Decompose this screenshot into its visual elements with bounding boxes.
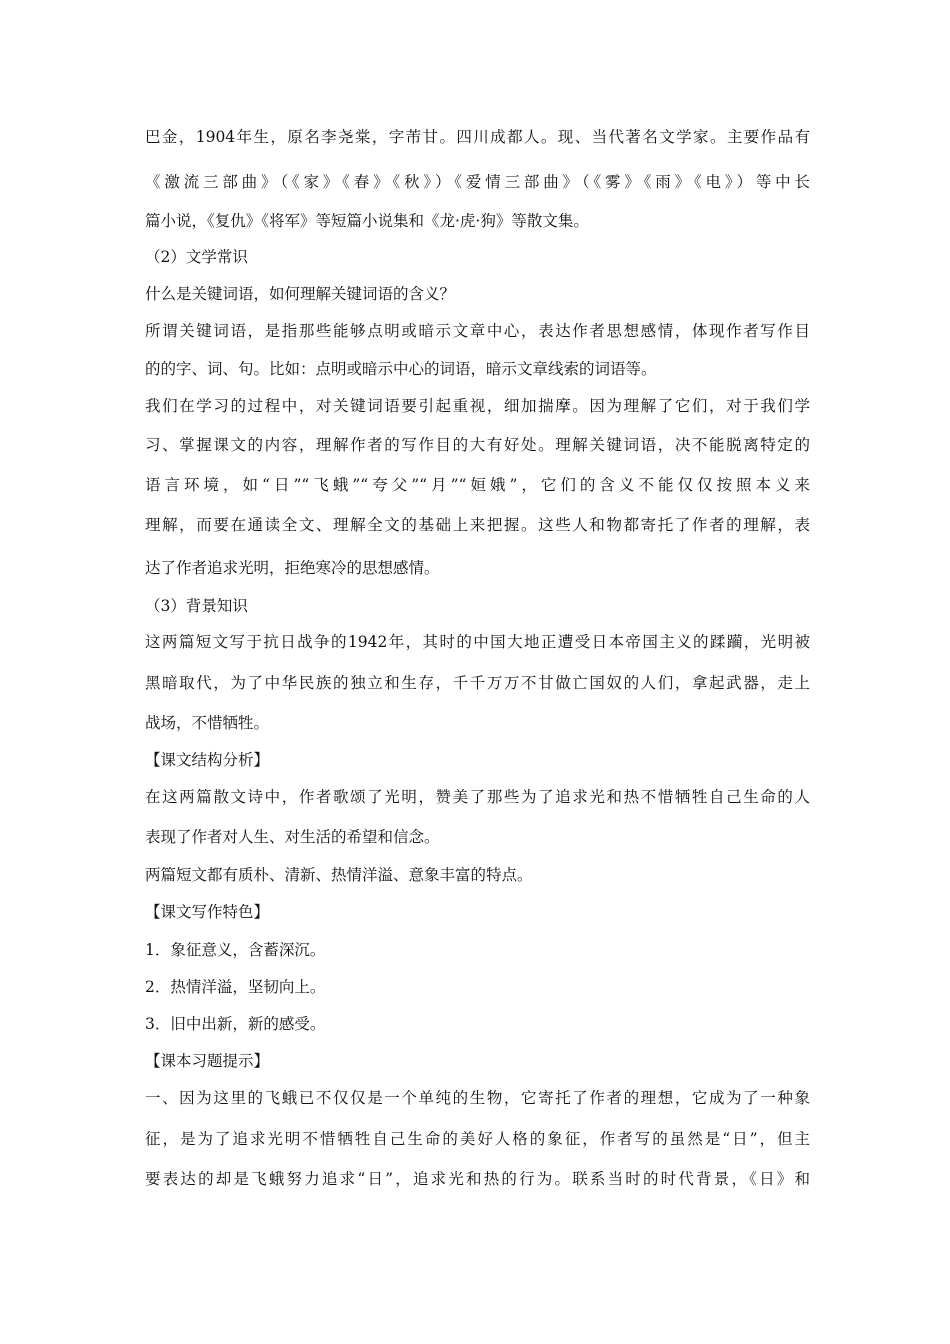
- paragraph-line: 黑暗取代，为了中华民族的独立和生存，千千万万不甘做亡国奴的人们，拿起武器，走上: [145, 674, 810, 692]
- paragraph-line: 达了作者追求光明，拒绝寒冷的思想感情。: [145, 559, 440, 577]
- paragraph-line: 征，是为了追求光明不惜牺牲自己生命的美好人格的象征，作者写的虽然是“日”，但主: [145, 1130, 810, 1148]
- section-heading: （2）文学常识: [145, 248, 248, 266]
- paragraph-line: 我们在学习的过程中，对关键词语要引起重视，细加揣摩。因为理解了它们，对于我们学: [145, 397, 810, 415]
- paragraph-line: 习、掌握课文的内容，理解作者的写作目的大有好处。理解关键词语，决不能脱离特定的: [145, 436, 810, 454]
- paragraph-line: 所谓关键词语，是指那些能够点明或暗示文章中心，表达作者思想感情，体现作者写作目: [145, 322, 810, 340]
- section-heading: （3）背景知识: [145, 597, 248, 615]
- paragraph-line: 表现了作者对人生、对生活的希望和信念。: [145, 828, 440, 846]
- section-heading: 【课文结构分析】: [145, 751, 270, 769]
- paragraph-line: 理解，而要在通读全文、理解全文的基础上来把握。这些人和物都寄托了作者的理解，表: [145, 516, 810, 534]
- list-item: 2．热情洋溢，坚韧向上。: [145, 978, 326, 996]
- paragraph-line: 两篇短文都有质朴、清新、热情洋溢、意象丰富的特点。: [145, 866, 533, 884]
- paragraph-line: 一、因为这里的飞蛾已不仅仅是一个单纯的生物，它寄托了作者的理想，它成为了一种象: [145, 1089, 810, 1107]
- section-heading: 【课本习题提示】: [145, 1052, 270, 1070]
- paragraph-line: 什么是关键词语，如何理解关键词语的含义？: [145, 285, 456, 303]
- list-item: 1．象征意义，含蓄深沉。: [145, 941, 326, 959]
- section-heading: 【课文写作特色】: [145, 903, 270, 921]
- paragraph-line: 的的字、词、句。比如：点明或暗示中心的词语，暗示文章线索的词语等。: [145, 360, 657, 378]
- paragraph-line: 这两篇短文写于抗日战争的1942年，其时的中国大地正遭受日本帝国主义的蹂躏，光明被: [145, 633, 810, 651]
- paragraph-line: 篇小说，《复仇》《将军》等短篇小说集和《龙·虎·狗》等散文集。: [145, 212, 589, 230]
- paragraph-line: 要表达的却是飞蛾努力追求“日”，追求光和热的行为。联系当时的时代背景，《日》和: [145, 1170, 810, 1188]
- paragraph-line: 在这两篇散文诗中，作者歌颂了光明，赞美了那些为了追求光和热不惜牺牲自己生命的人: [145, 788, 810, 806]
- paragraph-line: 巴金，1904年生，原名李尧棠，字芾甘。四川成都人。现、当代著名文学家。主要作品有: [145, 128, 810, 146]
- paragraph-line: 《激流三部曲》（《家》《春》《秋》）《爱情三部曲》（《雾》《雨》《电》）等中长: [145, 173, 810, 191]
- paragraph-line: 战场，不惜牺牲。: [145, 714, 270, 732]
- list-item: 3．旧中出新，新的感受。: [145, 1015, 326, 1033]
- paragraph-line: 语言环境，如“日”“飞蛾”“夸父”“月”“姮娥”，它们的含义不能仅仅按照本义来: [145, 476, 810, 494]
